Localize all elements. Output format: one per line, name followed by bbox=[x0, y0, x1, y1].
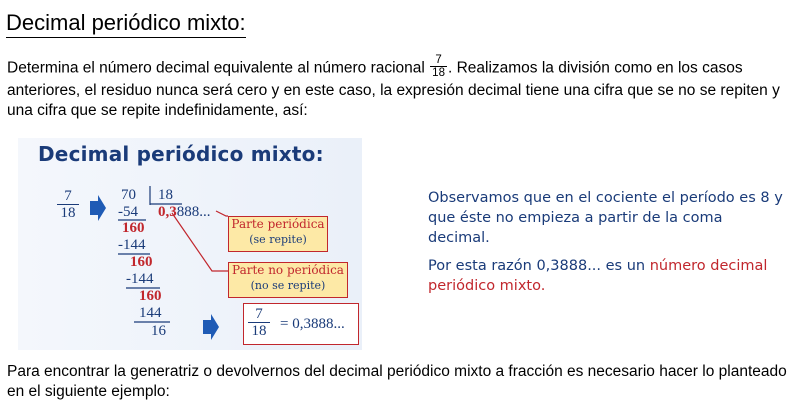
remainder-4: 16 bbox=[151, 323, 166, 339]
result-fraction-num: 7 bbox=[248, 306, 270, 323]
result-value: = 0,3888... bbox=[280, 316, 345, 332]
figure-title: Decimal periódico mixto: bbox=[38, 142, 324, 166]
label-periodic bbox=[228, 216, 328, 252]
observation-p2: Por esta razón 0,3888... es un número decimal periódico mixto. bbox=[428, 258, 768, 294]
intro-text-1: Determina el número decimal equivalente al número racional bbox=[7, 59, 430, 77]
divisor: 18 bbox=[158, 187, 173, 203]
subtrahend-2: -144 bbox=[118, 237, 146, 253]
remainder-2: 160 bbox=[130, 254, 153, 270]
subtrahend-4: 144 bbox=[139, 305, 162, 321]
label-periodic-title: Parte periódica bbox=[231, 217, 325, 231]
remainder-3: 160 bbox=[139, 288, 162, 304]
label-nonperiodic-title: Parte no periódica bbox=[232, 263, 344, 277]
dividend: 70 bbox=[121, 187, 136, 203]
figure-fraction-num: 7 bbox=[57, 188, 79, 205]
label-nonperiodic-sub: (no se repite) bbox=[250, 279, 326, 292]
observation-text bbox=[428, 188, 788, 304]
fraction-denominator: 18 bbox=[432, 67, 445, 79]
label-periodic-sub: (se repite) bbox=[249, 233, 307, 246]
subtrahend-1: -54 bbox=[118, 204, 138, 220]
figure-fraction-den: 18 bbox=[60, 205, 76, 221]
page-title: Decimal periódico mixto: bbox=[6, 10, 246, 38]
closing-paragraph: Para encontrar la generatriz o devolvernos del decimal periódico mixto a fracción es necesario hacer lo planteado en el siguiente ejemplo: bbox=[7, 363, 787, 400]
intro-text-2: . Realizamos la división como en los casos anteriores, el residuo nunca será cero y en este caso, la expresión decimal tiene una cifra que se no se repiten y una cifra que se repite indefinidamente, así: bbox=[7, 59, 780, 119]
observation-p1: Observamos que en el cociente el período es 8 y que éste no empieza a partir de la coma decimal. bbox=[428, 190, 783, 246]
arrow-right-icon bbox=[203, 314, 219, 340]
subtrahend-3: -144 bbox=[126, 271, 154, 287]
label-nonperiodic bbox=[228, 262, 348, 298]
result-fraction bbox=[248, 306, 270, 339]
result-fraction-den: 18 bbox=[251, 323, 267, 339]
fraction-numerator: 7 bbox=[430, 54, 447, 67]
quotient: 0,3888... bbox=[158, 204, 211, 220]
remainder-1: 160 bbox=[122, 220, 145, 236]
